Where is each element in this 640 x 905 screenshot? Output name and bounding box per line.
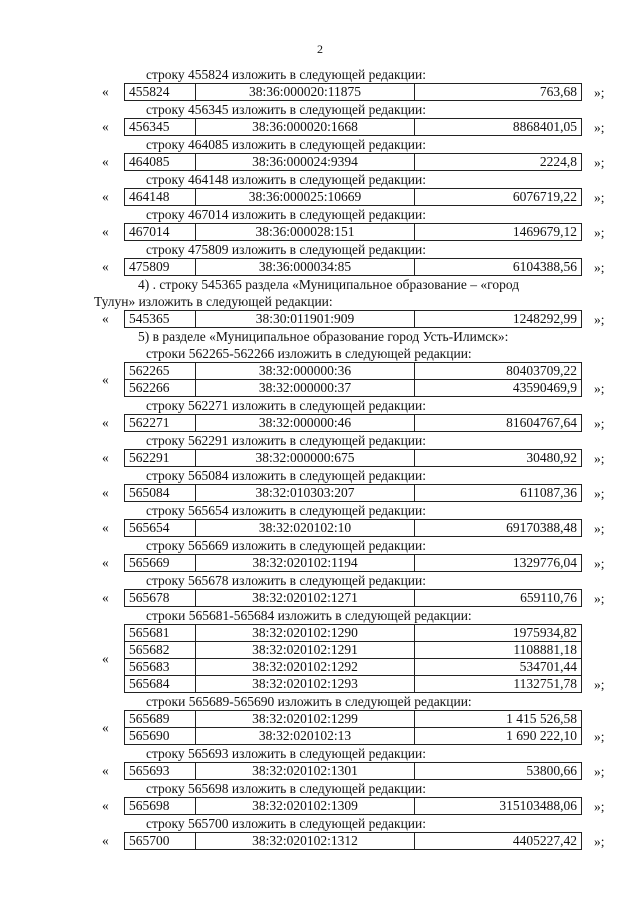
- table-block: [102, 624, 614, 693]
- cadastral-number-cell: 38:32:020102:10: [196, 520, 415, 537]
- cadastral-number-cell: 38:32:020102:1290: [196, 625, 415, 642]
- row-number-cell: 565700: [125, 833, 196, 850]
- row-number-cell: 565678: [125, 590, 196, 607]
- table-row: [125, 520, 582, 537]
- cadastral-number-cell: 38:32:020102:1291: [196, 642, 415, 659]
- table-block: [102, 484, 614, 502]
- value-cell: 30480,92: [415, 450, 582, 467]
- quote-close: »;: [594, 764, 605, 779]
- cadastral-number-cell: 38:32:000000:675: [196, 450, 415, 467]
- table-row: [125, 676, 582, 693]
- value-cell: 1975934,82: [415, 625, 582, 642]
- quote-open: «: [102, 763, 109, 778]
- table-row: [125, 189, 582, 206]
- table-block: [102, 362, 614, 397]
- instruction-line: строку 464085 изложить в следующей редакции:: [146, 137, 427, 152]
- instruction-line: строку 565654 изложить в следующей редакции:: [146, 503, 427, 518]
- value-cell: 659110,76: [415, 590, 582, 607]
- value-cell: 534701,44: [415, 659, 582, 676]
- cadastral-number-cell: 38:32:020102:1194: [196, 555, 415, 572]
- quote-open: «: [102, 555, 109, 570]
- quote-open: «: [102, 798, 109, 813]
- data-table: [124, 589, 582, 607]
- data-table: [124, 223, 582, 241]
- quote-close: »;: [594, 416, 605, 431]
- instruction-line: строки 565689-565690 изложить в следующей редакции:: [146, 694, 472, 709]
- data-table: [124, 797, 582, 815]
- cadastral-number-cell: 38:32:020102:13: [196, 728, 415, 745]
- table-block: [102, 710, 614, 745]
- data-table: [124, 710, 582, 745]
- value-cell: 81604767,64: [415, 415, 582, 432]
- cadastral-number-cell: 38:32:010303:207: [196, 485, 415, 502]
- cadastral-number-cell: 38:32:020102:1312: [196, 833, 415, 850]
- table-block: [102, 153, 614, 171]
- value-cell: 1 690 222,10: [415, 728, 582, 745]
- quote-open: «: [102, 189, 109, 204]
- row-number-cell: 565683: [125, 659, 196, 676]
- page-number: 2: [317, 42, 323, 56]
- instruction-line: строку 464148 изложить в следующей редакции:: [146, 172, 427, 187]
- quote-open: «: [102, 84, 109, 99]
- table-row: [125, 711, 582, 728]
- table-block: [102, 797, 614, 815]
- table-row: [125, 311, 582, 328]
- table-row: [125, 798, 582, 815]
- table-block: [102, 832, 614, 850]
- value-cell: 315103488,06: [415, 798, 582, 815]
- data-table: [124, 414, 582, 432]
- cadastral-number-cell: 38:36:000020:1668: [196, 119, 415, 136]
- table-row: [125, 590, 582, 607]
- table-row: [125, 728, 582, 745]
- table-block: [102, 223, 614, 241]
- table-row: [125, 119, 582, 136]
- table-row: [125, 259, 582, 276]
- table-block: [102, 519, 614, 537]
- value-cell: 8868401,05: [415, 119, 582, 136]
- table-row: [125, 154, 582, 171]
- table-row: [125, 415, 582, 432]
- row-number-cell: 467014: [125, 224, 196, 241]
- value-cell: 1 415 526,58: [415, 711, 582, 728]
- paragraph-text: 4) . строку 545365 раздела «Муниципальное образование – «город: [138, 277, 520, 292]
- row-number-cell: 565693: [125, 763, 196, 780]
- quote-open: «: [102, 154, 109, 169]
- table-block: [102, 258, 614, 276]
- quote-close: »;: [594, 312, 605, 327]
- cadastral-number-cell: 38:32:020102:1301: [196, 763, 415, 780]
- quote-close: »;: [594, 556, 605, 571]
- quote-open: «: [102, 590, 109, 605]
- document-body: [94, 66, 614, 850]
- row-number-cell: 464148: [125, 189, 196, 206]
- instruction-line: строку 562271 изложить в следующей редакции:: [146, 398, 427, 413]
- quote-open: «: [102, 259, 109, 274]
- row-number-cell: 562271: [125, 415, 196, 432]
- instruction-line: строку 475809 изложить в следующей редакции:: [146, 242, 427, 257]
- quote-close: »;: [594, 521, 605, 536]
- cadastral-number-cell: 38:32:020102:1309: [196, 798, 415, 815]
- cadastral-number-cell: 38:36:000028:151: [196, 224, 415, 241]
- table-row: [125, 555, 582, 572]
- table-block: [102, 762, 614, 780]
- data-table: [124, 83, 582, 101]
- value-cell: 6104388,56: [415, 259, 582, 276]
- table-row: [125, 625, 582, 642]
- instruction-line: строку 565678 изложить в следующей редакции:: [146, 573, 427, 588]
- instruction-line: строку 467014 изложить в следующей редакции:: [146, 207, 427, 222]
- table-row: [125, 363, 582, 380]
- table-block: [102, 310, 614, 328]
- cadastral-number-cell: 38:32:020102:1292: [196, 659, 415, 676]
- table-block: [102, 188, 614, 206]
- paragraph-text: 5) в разделе «Муниципальное образование город Усть-Илимск»:: [138, 329, 509, 344]
- table-row: [125, 659, 582, 676]
- quote-open: «: [102, 650, 109, 666]
- quote-open: «: [102, 371, 109, 387]
- data-table: [124, 519, 582, 537]
- table-row: [125, 485, 582, 502]
- cadastral-number-cell: 38:32:020102:1293: [196, 676, 415, 693]
- quote-open: «: [102, 450, 109, 465]
- quote-close: »;: [594, 85, 605, 100]
- value-cell: 1108881,18: [415, 642, 582, 659]
- row-number-cell: 565669: [125, 555, 196, 572]
- row-number-cell: 565690: [125, 728, 196, 745]
- table-row: [125, 450, 582, 467]
- cadastral-number-cell: 38:36:000024:9394: [196, 154, 415, 171]
- quote-open: «: [102, 415, 109, 430]
- data-table: [124, 554, 582, 572]
- value-cell: 4405227,42: [415, 833, 582, 850]
- data-table: [124, 188, 582, 206]
- quote-close: »;: [594, 190, 605, 205]
- value-cell: 6076719,22: [415, 189, 582, 206]
- value-cell: 1469679,12: [415, 224, 582, 241]
- cadastral-number-cell: 38:30:011901:909: [196, 311, 415, 328]
- quote-close: »;: [594, 260, 605, 275]
- value-cell: 763,68: [415, 84, 582, 101]
- row-number-cell: 565684: [125, 676, 196, 693]
- row-number-cell: 562266: [125, 380, 196, 397]
- quote-open: «: [102, 119, 109, 134]
- instruction-line: строки 565681-565684 изложить в следующей редакции:: [146, 608, 472, 623]
- row-number-cell: 545365: [125, 311, 196, 328]
- value-cell: 1132751,78: [415, 676, 582, 693]
- instruction-line: строку 565084 изложить в следующей редакции:: [146, 468, 427, 483]
- cadastral-number-cell: 38:32:000000:36: [196, 363, 415, 380]
- table-block: [102, 554, 614, 572]
- quote-open: «: [102, 833, 109, 848]
- quote-close: »;: [594, 591, 605, 606]
- instruction-line: строку 565698 изложить в следующей редакции:: [146, 781, 427, 796]
- table-block: [102, 449, 614, 467]
- table-row: [125, 380, 582, 397]
- value-cell: 1248292,99: [415, 311, 582, 328]
- quote-close: »;: [594, 225, 605, 240]
- quote-close: »;: [594, 834, 605, 849]
- row-number-cell: 565654: [125, 520, 196, 537]
- quote-close: »;: [594, 799, 605, 814]
- quote-open: «: [102, 224, 109, 239]
- row-number-cell: 565698: [125, 798, 196, 815]
- quote-close: »;: [594, 381, 605, 396]
- instruction-line: строку 562291 изложить в следующей редакции:: [146, 433, 427, 448]
- table-block: [102, 83, 614, 101]
- data-table: [124, 118, 582, 136]
- table-block: [102, 414, 614, 432]
- quote-open: «: [102, 520, 109, 535]
- quote-close: »;: [594, 677, 605, 692]
- table-row: [125, 763, 582, 780]
- instruction-line: строку 455824 изложить в следующей редакции:: [146, 67, 427, 82]
- row-number-cell: 565689: [125, 711, 196, 728]
- data-table: [124, 153, 582, 171]
- value-cell: 2224,8: [415, 154, 582, 171]
- quote-close: »;: [594, 486, 605, 501]
- row-number-cell: 562265: [125, 363, 196, 380]
- table-row: [125, 833, 582, 850]
- quote-close: »;: [594, 120, 605, 135]
- paragraph-text: Тулун» изложить в следующей редакции:: [94, 294, 333, 309]
- value-cell: 1329776,04: [415, 555, 582, 572]
- instruction-line: строку 565669 изложить в следующей редакции:: [146, 538, 427, 553]
- quote-close: »;: [594, 155, 605, 170]
- data-table: [124, 484, 582, 502]
- row-number-cell: 456345: [125, 119, 196, 136]
- instruction-line: строку 565693 изложить в следующей редакции:: [146, 746, 427, 761]
- table-block: [102, 589, 614, 607]
- data-table: [124, 624, 582, 693]
- data-table: [124, 258, 582, 276]
- instruction-line: строки 562265-562266 изложить в следующей редакции:: [146, 346, 472, 361]
- cadastral-number-cell: 38:32:020102:1271: [196, 590, 415, 607]
- quote-open: «: [102, 485, 109, 500]
- row-number-cell: 464085: [125, 154, 196, 171]
- row-number-cell: 565084: [125, 485, 196, 502]
- value-cell: 611087,36: [415, 485, 582, 502]
- row-number-cell: 565682: [125, 642, 196, 659]
- cadastral-number-cell: 38:36:000034:85: [196, 259, 415, 276]
- table-row: [125, 224, 582, 241]
- value-cell: 43590469,9: [415, 380, 582, 397]
- cadastral-number-cell: 38:36:000025:10669: [196, 189, 415, 206]
- value-cell: 80403709,22: [415, 363, 582, 380]
- cadastral-number-cell: 38:32:000000:46: [196, 415, 415, 432]
- data-table: [124, 762, 582, 780]
- row-number-cell: 565681: [125, 625, 196, 642]
- table-row: [125, 84, 582, 101]
- cadastral-number-cell: 38:36:000020:11875: [196, 84, 415, 101]
- quote-close: »;: [594, 451, 605, 466]
- value-cell: 53800,66: [415, 763, 582, 780]
- quote-open: «: [102, 311, 109, 326]
- table-row: [125, 642, 582, 659]
- quote-open: «: [102, 719, 109, 735]
- cadastral-number-cell: 38:32:020102:1299: [196, 711, 415, 728]
- row-number-cell: 562291: [125, 450, 196, 467]
- cadastral-number-cell: 38:32:000000:37: [196, 380, 415, 397]
- data-table: [124, 832, 582, 850]
- data-table: [124, 362, 582, 397]
- row-number-cell: 455824: [125, 84, 196, 101]
- quote-close: »;: [594, 729, 605, 744]
- value-cell: 69170388,48: [415, 520, 582, 537]
- data-table: [124, 310, 582, 328]
- instruction-line: строку 565700 изложить в следующей редакции:: [146, 816, 427, 831]
- row-number-cell: 475809: [125, 259, 196, 276]
- table-block: [102, 118, 614, 136]
- data-table: [124, 449, 582, 467]
- instruction-line: строку 456345 изложить в следующей редакции:: [146, 102, 427, 117]
